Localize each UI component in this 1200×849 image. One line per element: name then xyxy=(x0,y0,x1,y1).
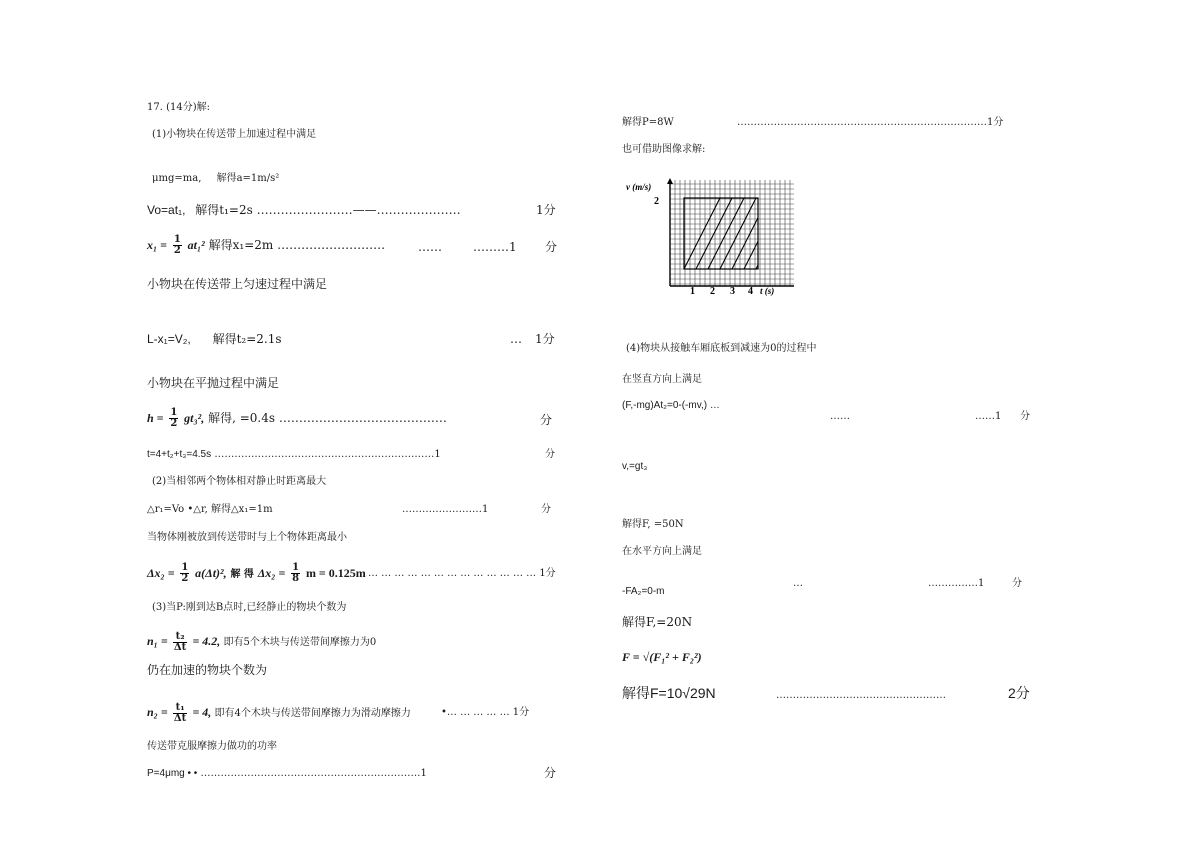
vertical-equation: (F,-mg)At₂=0-(-mv,) … xyxy=(622,400,720,411)
part2-heading: (2)当相邻两个物体相对静止时距离最大 xyxy=(152,476,327,487)
vo-line xyxy=(147,203,461,217)
dx2-line xyxy=(147,563,366,584)
L-solution: 解得t₂=2.1s xyxy=(212,332,282,346)
x1-dots-3: ………1 xyxy=(473,240,517,254)
dx2-num: 1 xyxy=(181,562,189,573)
n1-rhs: = 4.2, xyxy=(192,634,221,648)
dx2-fraction xyxy=(180,563,189,584)
horizontal-equation: -FA₂=0-m xyxy=(622,586,665,597)
vertical-dots-2: ……1 xyxy=(975,411,1002,422)
h-fraction xyxy=(169,408,178,429)
y-axis-arrow xyxy=(667,178,673,184)
t-eq: t=4+t₂+t₃=4.5s xyxy=(147,449,212,460)
horizontal-dots-2: ……………1 xyxy=(928,578,985,589)
n1-line xyxy=(147,632,376,653)
Fx-solution: 解得F,=20N xyxy=(622,615,693,629)
n1-lhs: n₁ = xyxy=(147,634,168,648)
n2-rhs: = 4, xyxy=(192,705,212,719)
h-formula-lhs: h = xyxy=(147,411,164,425)
x1-dots-2: …… xyxy=(418,240,442,254)
t-score: 分 xyxy=(545,449,555,460)
n2-fraction xyxy=(173,703,187,724)
x-axis-label: t (s) xyxy=(760,286,775,296)
friction-solution: 解得a=1m/s² xyxy=(216,173,280,184)
n2-line xyxy=(147,703,411,724)
dx2-dots: … … … … … … … … … … … … … 1分 xyxy=(368,568,556,579)
vo-score: 1分 xyxy=(536,203,556,217)
x-tick-3: 3 xyxy=(730,286,735,296)
friction-equation xyxy=(152,172,279,186)
part1-heading: (1)小物块在传送带上加速过程中满足 xyxy=(152,129,317,140)
x1-dots: ……………………… xyxy=(277,238,386,252)
problem-title: 17. (14分)解: xyxy=(147,102,210,113)
L-eq: L-x₁=V₂, xyxy=(147,332,191,346)
x-tick-4: 4 xyxy=(748,286,753,296)
dx1-score: 分 xyxy=(541,504,551,515)
n1-fraction xyxy=(173,632,187,653)
vo-solution: 解得t₁=2s xyxy=(195,203,253,217)
F-magnitude-formula: F = √(F₁² + F₂²) xyxy=(622,650,702,664)
Fy-solution: 解得F, =50N xyxy=(622,519,684,530)
x-tick-2: 2 xyxy=(710,286,715,296)
graph-heading: 也可借助图像求解: xyxy=(622,144,706,155)
n1-num: t₂ xyxy=(173,632,187,643)
dx2-den: 2 xyxy=(181,573,189,584)
n1-text: 即有5个木块与传送带间摩擦力为0 xyxy=(223,637,377,648)
dx2-sol-num: 1 xyxy=(292,562,300,573)
dx1-dots: ……………………1 xyxy=(402,504,489,515)
h-score: 分 xyxy=(540,413,553,427)
P-sol-dots: …………………………………………………………………1分 xyxy=(737,117,1004,128)
n2-dots: •… … … … … 1分 xyxy=(441,707,530,718)
vo-eq: Vo=at₁, xyxy=(147,203,186,217)
F-score: 2分 xyxy=(1008,685,1030,701)
x1-formula-rhs: at₁² xyxy=(187,238,205,252)
x1-num: 1 xyxy=(173,234,181,245)
dx2-lhs: Δx₂ = xyxy=(147,566,175,580)
horizontal-dots-1: … xyxy=(793,578,803,589)
x1-den: 2 xyxy=(173,245,181,256)
y-axis-label: v (m/s) xyxy=(626,182,652,192)
vo-dots: ……………………——………………… xyxy=(256,203,461,217)
h-dots: …………………………………… xyxy=(278,411,447,425)
dx2-sol-rhs: m = 0.125m xyxy=(305,566,366,580)
n2-text: 即有4个木块与传送带间摩擦力为滑动摩擦力 xyxy=(214,708,411,719)
horizontal-heading: 在水平方向上满足 xyxy=(622,546,702,557)
accelerating-heading: 仍在加速的物块个数为 xyxy=(147,663,268,677)
t-line xyxy=(147,448,441,462)
dx2-sol-den: 8 xyxy=(292,573,300,584)
x1-line xyxy=(147,235,385,256)
friction-eq: μmg=ma, xyxy=(152,173,202,184)
n2-num: t₁ xyxy=(173,703,187,714)
graph-grid xyxy=(670,180,794,286)
x1-formula-lhs: x₁ = xyxy=(147,238,168,252)
n2-den: Δt xyxy=(173,713,187,724)
P-score: 分 xyxy=(544,766,557,780)
h-solution: 解得, =0.4s xyxy=(208,411,276,425)
h-line xyxy=(147,408,447,429)
h-formula-rhs: gt₃², xyxy=(184,411,205,425)
x1-solution: 解得x₁=2m xyxy=(208,238,274,252)
vertical-heading: 在竖直方向上满足 xyxy=(622,374,702,385)
F-dots: …………………………………………… xyxy=(776,690,946,701)
min-distance-heading: 当物体刚被放到传送带时与上个物体距离最小 xyxy=(147,532,347,543)
power-heading: 传送带克服摩擦力做功的功率 xyxy=(147,741,277,752)
t-dots: …………………………………………………………1 xyxy=(214,449,441,460)
L-line xyxy=(147,332,282,346)
P-solution: 解得P=8W xyxy=(622,117,674,128)
uniform-heading: 小物块在传送带上匀速过程中满足 xyxy=(147,277,328,291)
horizontal-score: 分 xyxy=(1012,578,1022,589)
L-dots: … xyxy=(510,332,522,346)
P-dots: …………………………………………………………1 xyxy=(200,768,427,779)
vy-line: v,=gt₃ xyxy=(622,461,648,472)
h-num: 1 xyxy=(170,407,178,418)
dx1-line: △r₁=Vo •△r, 解得△x₁=1m xyxy=(147,504,273,515)
vertical-score: 分 xyxy=(1020,411,1030,422)
dx2-sol-fraction xyxy=(291,563,300,584)
part3-heading: (3)当P:刚到达B点时,已经静止的物块个数为 xyxy=(152,602,347,613)
vertical-dots-1: …… xyxy=(830,411,850,422)
velocity-time-graph xyxy=(622,176,802,296)
projectile-heading: 小物块在平抛过程中满足 xyxy=(147,376,280,390)
n2-lhs: n₂ = xyxy=(147,705,168,719)
x1-fraction xyxy=(173,235,182,256)
x1-score: 分 xyxy=(545,240,558,254)
P-eq: P=4μmg • • xyxy=(147,768,198,779)
L-score: 1分 xyxy=(535,332,555,346)
n1-den: Δt xyxy=(173,642,187,653)
y-tick-2: 2 xyxy=(654,196,659,207)
dx2-sol-lhs: Δx₂ = xyxy=(257,566,286,580)
h-den: 2 xyxy=(170,418,178,429)
F-solution: 解得F=10√29N xyxy=(622,685,716,701)
P-line xyxy=(147,767,427,781)
dx2-mid: a(Δt)², xyxy=(195,566,227,580)
hatch-line xyxy=(744,241,758,269)
x-tick-1: 1 xyxy=(690,286,695,296)
part4-heading: (4)物块从接触车厢底板到减速为0的过程中 xyxy=(626,343,817,354)
dx2-sol-label: 解 得 xyxy=(230,569,254,580)
